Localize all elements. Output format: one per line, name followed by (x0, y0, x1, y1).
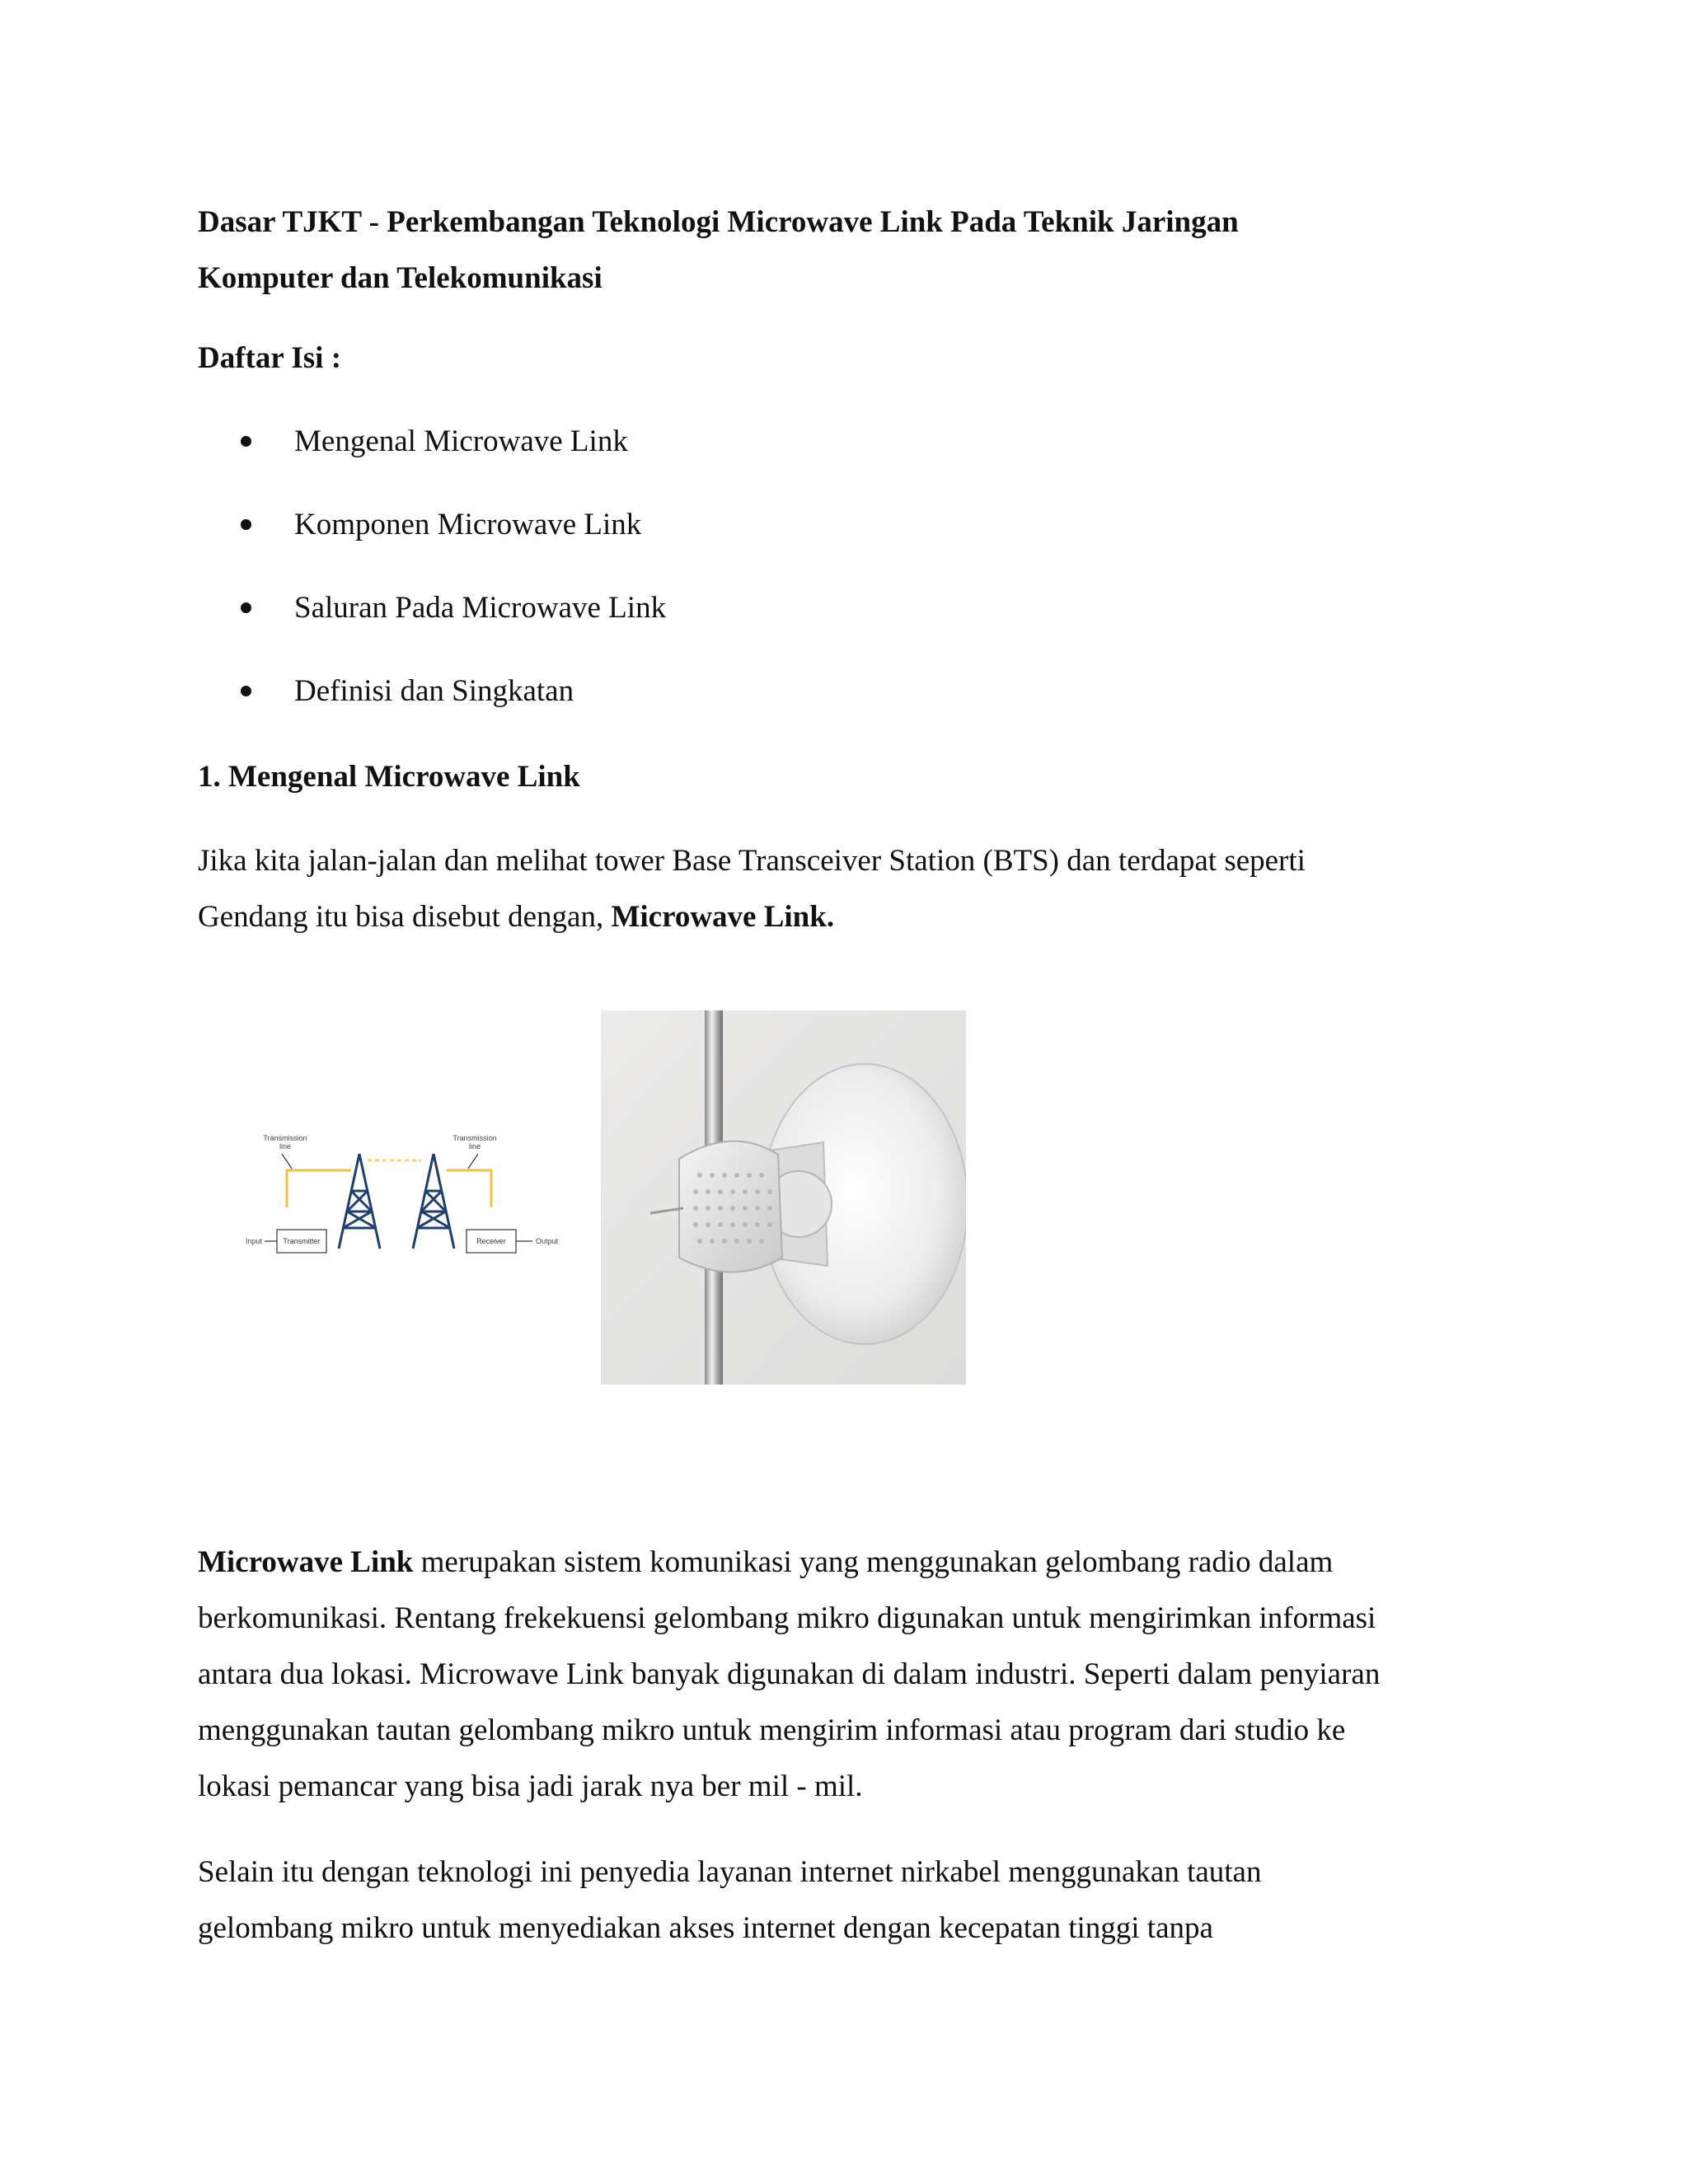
para2-line-1: Selain itu dengan teknologi ini penyedia layanan internet nirkabel menggunakan tautan (198, 1855, 1262, 1889)
toc-item (198, 580, 666, 663)
toc-item-label: Mengenal Microwave Link (294, 424, 628, 458)
intro-line-1: Jika kita jalan-jalan dan melihat tower Base Transceiver Station (BTS) dan terdapat seperti (198, 844, 1306, 878)
para1-bold-term: Microwave Link (198, 1545, 414, 1579)
transmitter-label: Transmitter (283, 1237, 321, 1245)
tx-line-label-b1: Transmission (452, 1134, 497, 1142)
toc-heading: Daftar Isi : (198, 341, 342, 375)
para1-line-1: merupakan sistem komunikasi yang menggunakan gelombang radio dalam (413, 1545, 1334, 1579)
intro-paragraph (198, 833, 1517, 945)
antenna-graphic (601, 1010, 966, 1385)
pointer-arrow-b (468, 1154, 478, 1169)
title-line-1: Dasar TJKT - Perkembangan Teknologi Microwave Link Pada Teknik Jaringan (198, 205, 1239, 239)
para1-line-4: menggunakan tautan gelombang mikro untuk mengirim informasi atau program dari studio ke (198, 1713, 1346, 1747)
intro-line-2: Gendang itu bisa disebut dengan, (198, 900, 612, 934)
title-line-2: Komputer dan Telekomunikasi (198, 261, 603, 295)
output-label: Output (536, 1237, 559, 1245)
bullet-icon (241, 686, 251, 696)
toc-item-label: Komponen Microwave Link (294, 508, 642, 541)
toc-item (198, 497, 666, 580)
tx-line-label-a2: line (279, 1142, 292, 1151)
section-heading: 1. Mengenal Microwave Link (198, 760, 580, 794)
input-label: Input (246, 1237, 263, 1245)
tower-left-icon (339, 1154, 380, 1249)
pointer-arrow-a (282, 1154, 292, 1169)
bullet-icon (241, 602, 251, 613)
transmission-line-left (287, 1170, 351, 1207)
document-title (198, 194, 1517, 307)
diagram-graphic (244, 1129, 574, 1277)
toc-item-label: Definisi dan Singkatan (294, 674, 574, 708)
para1-line-2: berkomunikasi. Rentang frekekuensi gelombang mikro digunakan untuk mengirimkan informasi (198, 1601, 1376, 1635)
para2-line-2: gelombang mikro untuk menyediakan akses internet dengan kecepatan tinggi tanpa (198, 1911, 1213, 1945)
para1-line-5: lokasi pemancar yang bisa jadi jarak nya ber mil - mil. (198, 1769, 863, 1803)
body-paragraph-2 (198, 1844, 1517, 1957)
microwave-antenna-photo (601, 1010, 966, 1385)
receiver-label: Receiver (476, 1237, 506, 1245)
tower-right-icon (413, 1154, 454, 1249)
toc-item-label: Saluran Pada Microwave Link (294, 591, 667, 625)
body-paragraph-1 (198, 1535, 1517, 1815)
para1-line-3: antara dua lokasi. Microwave Link banyak digunakan di dalam industri. Seperti dalam penyiaran (198, 1657, 1381, 1691)
bullet-icon (241, 436, 251, 447)
toc-item (198, 414, 666, 497)
transmission-line-right (447, 1170, 491, 1207)
microwave-link-diagram (244, 1129, 574, 1277)
bullet-icon (241, 519, 251, 530)
table-of-contents (198, 414, 666, 747)
intro-bold-term: Microwave Link. (611, 900, 835, 934)
tx-line-label-a1: Transmission (263, 1134, 307, 1142)
tx-line-label-b2: line (468, 1142, 481, 1151)
toc-item (198, 663, 666, 747)
